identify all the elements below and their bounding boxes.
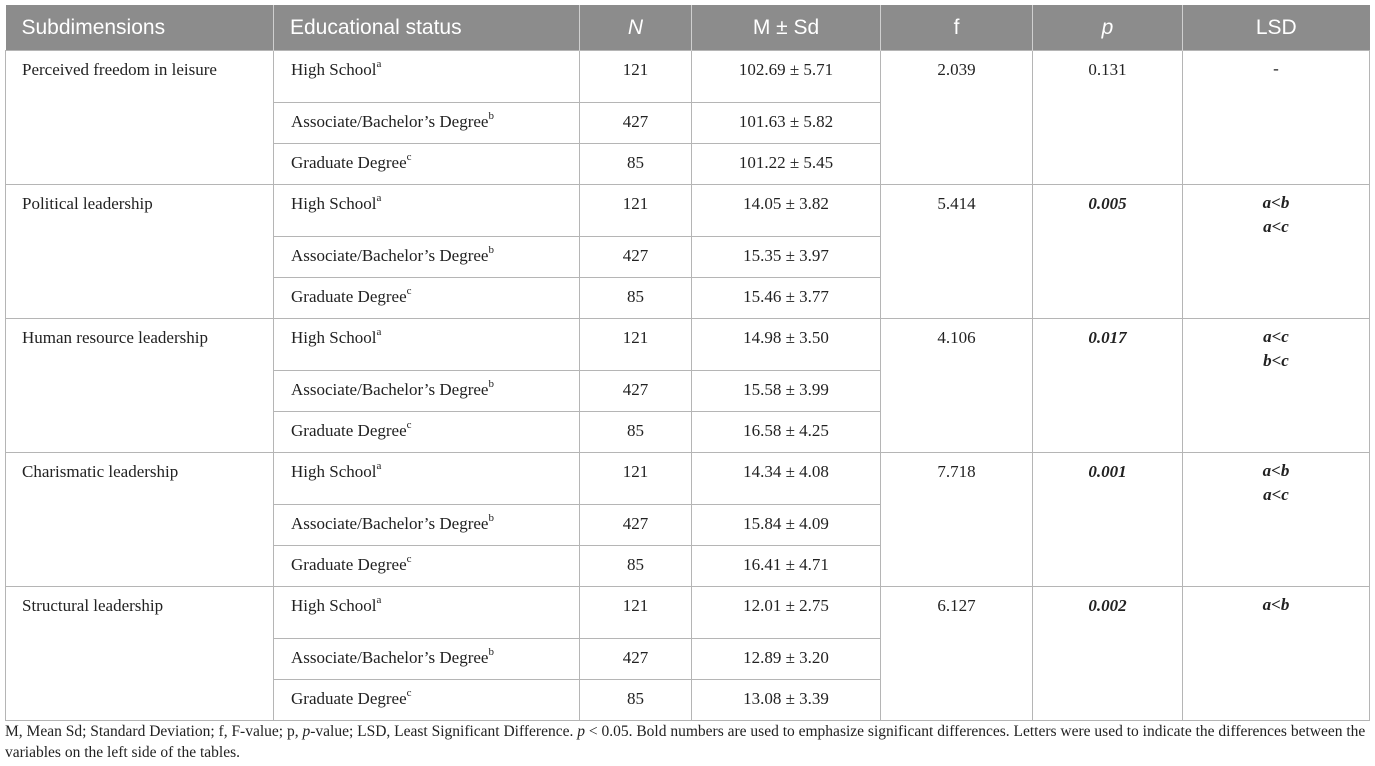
education-cell: Associate/Bachelor’s Degree$^b$ xyxy=(274,505,580,546)
p-value-cell: 0.017 xyxy=(1033,319,1183,453)
m-sd-cell: 14.34 ± 4.08 xyxy=(692,453,881,505)
p-value-cell: 0.001 xyxy=(1033,453,1183,587)
education-cell: High School$^a$ xyxy=(274,319,580,371)
table-row xyxy=(6,185,1370,237)
m-sd-cell: 14.05 ± 3.82 xyxy=(692,185,881,237)
table-row xyxy=(6,587,1370,639)
header-p: p xyxy=(1033,5,1183,51)
education-cell: Associate/Bachelor’s Degree$^b$ xyxy=(274,371,580,412)
education-cell: Associate/Bachelor’s Degree$^b$ xyxy=(274,639,580,680)
m-sd-cell: 12.01 ± 2.75 xyxy=(692,587,881,639)
subdimension-cell: Structural leadership xyxy=(6,587,274,721)
education-cell: High School$^a$ xyxy=(274,453,580,505)
m-sd-cell: 15.58 ± 3.99 xyxy=(692,371,881,412)
lsd-cell: - xyxy=(1183,51,1370,185)
f-value-cell: 4.106 xyxy=(881,319,1033,453)
m-sd-cell: 101.22 ± 5.45 xyxy=(692,144,881,185)
m-sd-cell: 13.08 ± 3.39 xyxy=(692,680,881,721)
n-cell: 427 xyxy=(580,237,692,278)
p-value-cell: 0.005 xyxy=(1033,185,1183,319)
education-cell: Associate/Bachelor’s Degree$^b$ xyxy=(274,237,580,278)
table-row xyxy=(6,51,1370,103)
f-value-cell: 5.414 xyxy=(881,185,1033,319)
table-row xyxy=(6,453,1370,505)
m-sd-cell: 14.98 ± 3.50 xyxy=(692,319,881,371)
n-cell: 121 xyxy=(580,319,692,371)
table-row xyxy=(6,319,1370,371)
results-table xyxy=(5,5,1370,721)
m-sd-cell: 16.41 ± 4.71 xyxy=(692,546,881,587)
f-value-cell: 2.039 xyxy=(881,51,1033,185)
lsd-cell: a<b a<c xyxy=(1183,185,1370,319)
header-educational-status: Educational status xyxy=(274,5,580,51)
header-subdimensions: Subdimensions xyxy=(6,5,274,51)
m-sd-cell: 15.35 ± 3.97 xyxy=(692,237,881,278)
education-cell: Graduate Degree$^c$ xyxy=(274,680,580,721)
n-cell: 85 xyxy=(580,546,692,587)
education-cell: High School$^a$ xyxy=(274,185,580,237)
n-cell: 85 xyxy=(580,144,692,185)
n-cell: 85 xyxy=(580,412,692,453)
m-sd-cell: 15.84 ± 4.09 xyxy=(692,505,881,546)
m-sd-cell: 15.46 ± 3.77 xyxy=(692,278,881,319)
table-footnote: M, Mean Sd; Standard Deviation; f, F-value; p, p-value; LSD, Least Significant Difference. p < 0.05. Bold numbers are used to emphasize significant differences. Letters were used to indicate the differences between the variables on the left side of the tables. xyxy=(5,723,1366,761)
n-cell: 85 xyxy=(580,680,692,721)
lsd-cell: a<c b<c xyxy=(1183,319,1370,453)
header-m-sd: M ± Sd xyxy=(692,5,881,51)
f-value-cell: 7.718 xyxy=(881,453,1033,587)
header-lsd: LSD xyxy=(1183,5,1370,51)
n-cell: 121 xyxy=(580,185,692,237)
n-cell: 427 xyxy=(580,505,692,546)
n-cell: 121 xyxy=(580,51,692,103)
m-sd-cell: 102.69 ± 5.71 xyxy=(692,51,881,103)
p-value-cell: 0.131 xyxy=(1033,51,1183,185)
education-cell: Graduate Degree$^c$ xyxy=(274,144,580,185)
m-sd-cell: 16.58 ± 4.25 xyxy=(692,412,881,453)
n-cell: 427 xyxy=(580,639,692,680)
subdimension-cell: Human resource leadership xyxy=(6,319,274,453)
education-cell: Graduate Degree$^c$ xyxy=(274,278,580,319)
header-f: f xyxy=(881,5,1033,51)
f-value-cell: 6.127 xyxy=(881,587,1033,721)
education-cell: Graduate Degree$^c$ xyxy=(274,412,580,453)
education-cell: Graduate Degree$^c$ xyxy=(274,546,580,587)
n-cell: 121 xyxy=(580,453,692,505)
subdimension-cell: Political leadership xyxy=(6,185,274,319)
subdimension-cell: Charismatic leadership xyxy=(6,453,274,587)
n-cell: 121 xyxy=(580,587,692,639)
m-sd-cell: 12.89 ± 3.20 xyxy=(692,639,881,680)
lsd-cell: a<b xyxy=(1183,587,1370,721)
education-cell: High School$^a$ xyxy=(274,51,580,103)
m-sd-cell: 101.63 ± 5.82 xyxy=(692,103,881,144)
lsd-cell: a<b a<c xyxy=(1183,453,1370,587)
header-row xyxy=(6,5,1370,51)
p-value-cell: 0.002 xyxy=(1033,587,1183,721)
n-cell: 427 xyxy=(580,371,692,412)
education-cell: High School$^a$ xyxy=(274,587,580,639)
subdimension-cell: Perceived freedom in leisure xyxy=(6,51,274,185)
n-cell: 85 xyxy=(580,278,692,319)
header-n: N xyxy=(580,5,692,51)
n-cell: 427 xyxy=(580,103,692,144)
education-cell: Associate/Bachelor’s Degree$^b$ xyxy=(274,103,580,144)
